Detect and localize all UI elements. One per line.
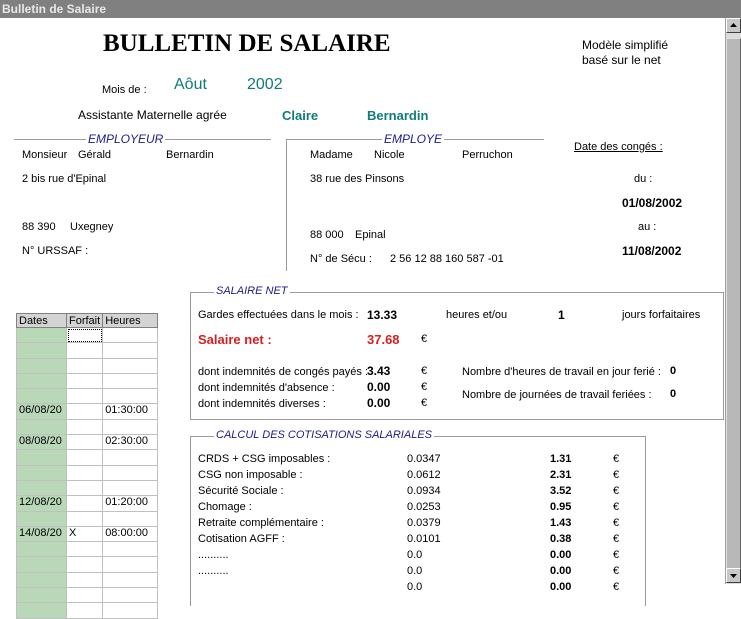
page-title: BULLETIN DE SALAIRE — [103, 30, 391, 57]
employeur-nom[interactable]: Bernardin — [166, 149, 214, 161]
cotisation-montant[interactable]: 1.31 — [550, 453, 572, 465]
cotisation-taux[interactable]: 0.0347 — [407, 453, 441, 465]
grid-row — [17, 419, 158, 434]
grid-row — [17, 480, 158, 495]
diverses-label: dont indemnités diverses : — [198, 398, 326, 410]
employeur-legend: EMPLOYEUR — [88, 132, 164, 146]
cotisation-euro: € — [613, 485, 620, 497]
grid-date-cell[interactable] — [17, 588, 67, 603]
mois-field[interactable]: Aôut — [174, 76, 207, 93]
employeur-adresse[interactable]: 2 bis rue d'Epinal — [22, 173, 107, 185]
grid-row — [17, 496, 158, 511]
scroll-thumb[interactable] — [726, 38, 741, 578]
grid-heures-cell[interactable]: 01:20:00 — [103, 496, 158, 511]
employe-adresse[interactable]: 38 rue des Pinsons — [310, 173, 405, 185]
cotisation-label: .......... — [198, 549, 229, 561]
cotisation-euro: € — [613, 517, 620, 529]
grid-date-cell[interactable] — [17, 373, 67, 388]
grid-row — [17, 603, 158, 618]
conges-au-date[interactable]: 11/08/2002 — [622, 244, 682, 258]
grid-forfait-cell[interactable] — [67, 542, 103, 557]
ferie-heures-label: Nombre d'heures de travail en jour ferié : — [462, 366, 661, 378]
employe-civilite[interactable]: Madame — [310, 149, 353, 161]
cotisation-taux[interactable]: 0.0934 — [407, 485, 441, 497]
grid-row — [17, 450, 158, 465]
cotisation-montant[interactable]: 2.31 — [550, 469, 572, 481]
cotisation-montant[interactable]: 1.43 — [550, 517, 572, 529]
cotisation-montant[interactable]: 0.00 — [550, 581, 572, 593]
grid-heures-cell[interactable] — [103, 511, 158, 526]
grid-date-cell[interactable] — [17, 465, 67, 480]
grid-row — [17, 358, 158, 373]
cotisation-label: CRDS + CSG imposables : — [198, 453, 331, 465]
conges-payes-euro: € — [421, 365, 428, 377]
cotisation-montant[interactable]: 3.52 — [550, 485, 572, 497]
conges-payes-label: dont indemnités de congés payés : — [198, 366, 369, 378]
assistante-nom[interactable]: Bernardin — [367, 108, 429, 123]
cotisation-taux[interactable]: 0.0 — [407, 549, 423, 561]
secu-label: N° de Sécu : — [310, 253, 372, 265]
grid-forfait-cell[interactable] — [67, 404, 103, 419]
grid-date-cell[interactable]: 12/08/20 — [17, 496, 67, 511]
grid-date-cell[interactable] — [17, 389, 67, 404]
conges-payes-value[interactable]: 3.43 — [367, 364, 391, 378]
assistante-prenom[interactable]: Claire — [282, 108, 319, 123]
grid-forfait-cell[interactable] — [67, 450, 103, 465]
grid-date-cell[interactable] — [17, 542, 67, 557]
scroll-down-button[interactable] — [726, 568, 741, 583]
salaire-net-value[interactable]: 37.68 — [367, 332, 400, 347]
grid-heures-cell[interactable] — [103, 328, 158, 343]
salaire-net-label: Salaire net : — [198, 332, 272, 347]
grid-row — [17, 328, 158, 343]
jours-value[interactable]: 1 — [558, 308, 565, 322]
grid-heures-cell[interactable]: 02:30:00 — [103, 435, 158, 450]
grid-date-cell[interactable] — [17, 343, 67, 358]
grid-row — [17, 542, 158, 557]
col-heures-header[interactable]: Heures — [103, 314, 158, 328]
grid-heures-cell[interactable] — [103, 373, 158, 388]
grid-row — [17, 588, 158, 603]
cotisation-taux[interactable]: 0.0 — [407, 581, 423, 593]
grid-heures-cell[interactable] — [103, 542, 158, 557]
cotisation-label: CSG non imposable : — [198, 469, 303, 481]
gardes-value[interactable]: 13.33 — [367, 308, 398, 322]
grid-heures-cell[interactable] — [103, 465, 158, 480]
grid-forfait-cell[interactable] — [67, 389, 103, 404]
grid-forfait-cell[interactable] — [67, 358, 103, 373]
conges-label: Date des congés : — [574, 141, 663, 153]
grid-heures-cell[interactable] — [103, 480, 158, 495]
grid-date-cell[interactable] — [17, 328, 67, 343]
cotisation-label: .......... — [198, 565, 229, 577]
gardes-label: Gardes effectuées dans le mois : — [198, 309, 359, 321]
grid-row — [17, 557, 158, 572]
annee-field[interactable]: 2002 — [247, 76, 283, 93]
col-forfait-header[interactable]: Forfait — [67, 314, 103, 328]
grid-header-row — [17, 314, 158, 328]
cotisation-euro: € — [613, 549, 620, 561]
grid-forfait-cell[interactable]: X — [67, 526, 103, 541]
absence-euro: € — [421, 381, 428, 393]
absence-label: dont indemnités d'absence : — [198, 382, 335, 394]
grid-row — [17, 404, 158, 419]
conges-au-label: au : — [638, 221, 657, 233]
employe-legend: EMPLOYE — [384, 132, 443, 146]
conges-du-date[interactable]: 01/08/2002 — [622, 196, 683, 210]
role-label: Assistante Maternelle agrée — [78, 108, 227, 122]
cotisation-taux[interactable]: 0.0101 — [407, 533, 441, 545]
grid-date-cell[interactable]: 14/08/20 — [17, 526, 67, 541]
cotisation-montant[interactable]: 0.00 — [550, 549, 572, 561]
grid-date-cell[interactable] — [17, 480, 67, 495]
heures-label: heures et/ou — [446, 309, 508, 321]
cotisation-taux[interactable]: 0.0 — [407, 565, 423, 577]
grid-date-cell[interactable] — [17, 358, 67, 373]
cotisation-label: Cotisation AGFF : — [198, 533, 285, 545]
grid-heures-cell[interactable] — [103, 389, 158, 404]
employe-ville[interactable]: Epinal — [355, 229, 386, 241]
grid-date-cell[interactable]: 06/08/20 — [17, 404, 67, 419]
grid-heures-cell[interactable] — [103, 572, 158, 587]
cotisation-montant[interactable]: 0.00 — [550, 565, 572, 577]
cotisation-label: Retraite complémentaire : — [198, 517, 324, 529]
grid-forfait-cell[interactable] — [67, 373, 103, 388]
grid-heures-cell[interactable] — [103, 419, 158, 434]
grid-row — [17, 572, 158, 587]
grid-forfait-cell[interactable] — [67, 588, 103, 603]
grid-row — [17, 435, 158, 450]
secu-number[interactable]: 2 56 12 88 160 587 -01 — [390, 253, 504, 265]
ferie-heures-value[interactable]: 0 — [670, 365, 677, 377]
employe-cp[interactable]: 88 000 — [310, 229, 344, 241]
cotisations-legend: CALCUL DES COTISATIONS SALARIALES — [216, 429, 432, 441]
cotisation-label: Chomage : — [198, 501, 252, 513]
employeur-cp[interactable]: 88 390 — [22, 221, 56, 233]
grid-date-cell[interactable] — [17, 603, 67, 618]
arrow-down-icon — [727, 569, 740, 582]
grid-forfait-cell[interactable] — [67, 328, 103, 343]
grid-forfait-cell[interactable] — [67, 343, 103, 358]
grid-heures-cell[interactable] — [103, 557, 158, 572]
employe-nom[interactable]: Perruchon — [462, 149, 513, 161]
model-note-line2: basé sur le net — [582, 53, 661, 67]
employeur-prenom[interactable]: Gérald — [78, 149, 112, 161]
grid-forfait-cell[interactable] — [67, 572, 103, 587]
grid-heures-cell[interactable]: 01:30:00 — [103, 404, 158, 419]
employe-prenom[interactable]: Nicole — [374, 149, 405, 161]
cotisation-montant[interactable]: 0.95 — [550, 501, 572, 513]
grid-forfait-cell[interactable] — [67, 435, 103, 450]
grid-date-cell[interactable] — [17, 572, 67, 587]
grid-date-cell[interactable]: 08/08/20 — [17, 435, 67, 450]
mois-label: Mois de : — [102, 84, 147, 96]
grid-heures-cell[interactable] — [103, 588, 158, 603]
diverses-euro: € — [421, 397, 428, 409]
cotisation-euro: € — [613, 501, 620, 513]
window-title: Bulletin de Salaire — [2, 2, 107, 16]
diverses-value[interactable]: 0.00 — [367, 396, 391, 410]
grid-row — [17, 465, 158, 480]
grid-row — [17, 389, 158, 404]
hours-grid — [16, 313, 158, 619]
scroll-up-button[interactable] — [726, 18, 741, 33]
grid-forfait-cell[interactable] — [67, 419, 103, 434]
grid-row — [17, 343, 158, 358]
cotisation-euro: € — [613, 453, 620, 465]
cotisation-euro: € — [613, 533, 620, 545]
col-dates-header[interactable]: Dates — [17, 314, 67, 328]
grid-date-cell[interactable] — [17, 557, 67, 572]
grid-date-cell[interactable] — [17, 419, 67, 434]
salaire-legend: SALAIRE NET — [216, 285, 288, 297]
cotisation-euro: € — [613, 565, 620, 577]
grid-date-cell[interactable] — [17, 450, 67, 465]
cotisation-taux[interactable]: 0.0612 — [407, 469, 441, 481]
arrow-up-icon — [727, 19, 740, 32]
grid-heures-cell[interactable] — [103, 358, 158, 373]
cotisation-taux[interactable]: 0.0253 — [407, 501, 441, 513]
grid-heures-cell[interactable]: 08:00:00 — [103, 526, 158, 541]
grid-forfait-cell[interactable] — [67, 511, 103, 526]
cotisation-euro: € — [613, 469, 620, 481]
employeur-ville[interactable]: Uxegney — [70, 221, 114, 233]
grid-heures-cell[interactable] — [103, 343, 158, 358]
cotisation-euro: € — [613, 581, 620, 593]
window-title-bar — [0, 0, 741, 18]
grid-row — [17, 511, 158, 526]
grid-date-cell[interactable] — [17, 511, 67, 526]
salaire-net-euro: € — [421, 333, 428, 345]
model-note-line1: Modèle simplifié — [582, 38, 669, 52]
grid-row — [17, 526, 158, 541]
grid-forfait-cell[interactable] — [67, 557, 103, 572]
cotisation-label: Sécurité Sociale : — [198, 485, 284, 497]
grid-forfait-cell[interactable] — [67, 480, 103, 495]
grid-heures-cell[interactable] — [103, 603, 158, 618]
ferie-jours-value[interactable]: 0 — [670, 388, 677, 400]
form-sheet — [0, 18, 725, 593]
grid-heures-cell[interactable] — [103, 450, 158, 465]
cotisation-taux[interactable]: 0.0379 — [407, 517, 441, 529]
employeur-civilite[interactable]: Monsieur — [22, 149, 68, 161]
grid-forfait-cell[interactable] — [67, 496, 103, 511]
ferie-jours-label: Nombre de journées de travail feriées : — [462, 389, 652, 401]
absence-value[interactable]: 0.00 — [367, 380, 391, 394]
vertical-scrollbar[interactable] — [725, 18, 741, 584]
grid-forfait-cell[interactable] — [67, 603, 103, 618]
jours-label: jours forfaitaires — [622, 309, 701, 321]
conges-du-label: du : — [634, 173, 653, 185]
grid-forfait-cell[interactable] — [67, 465, 103, 480]
urssaf-label: N° URSSAF : — [22, 245, 89, 257]
cotisation-montant[interactable]: 0.38 — [550, 533, 572, 545]
grid-row — [17, 373, 158, 388]
